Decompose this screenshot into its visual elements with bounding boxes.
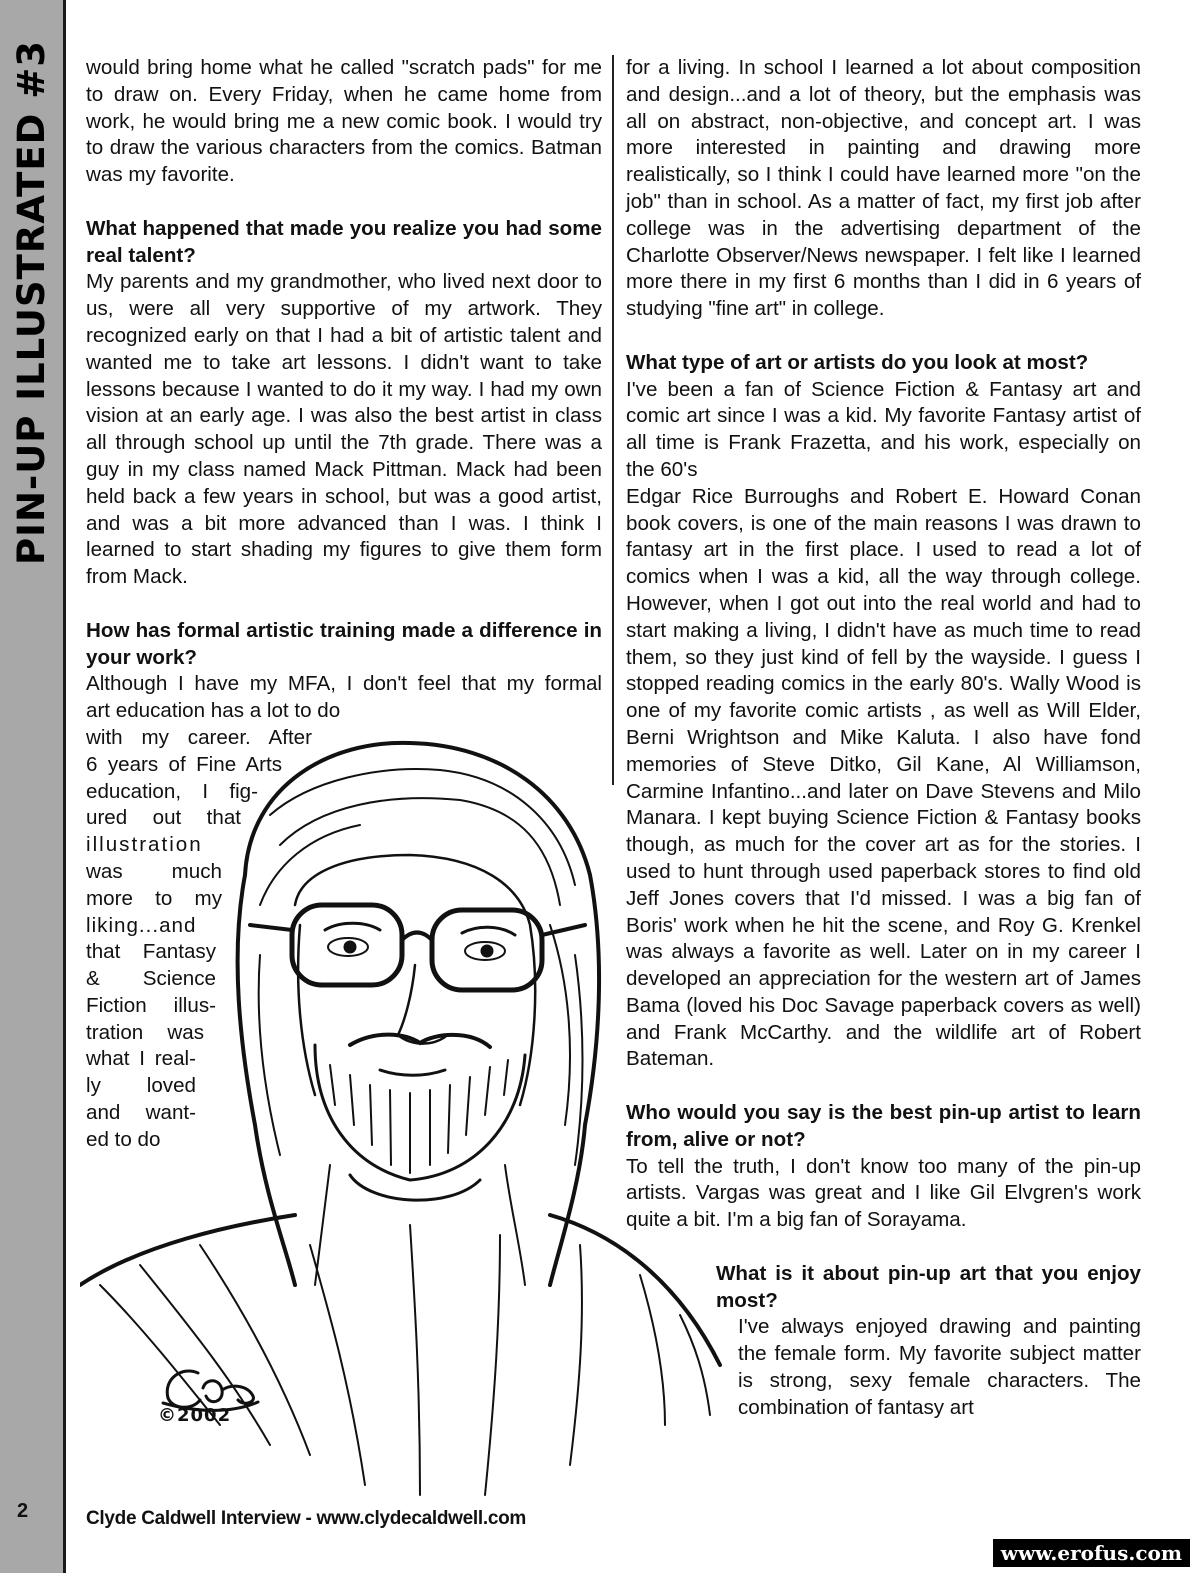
right-intro-paragraph: for a living. In school I learned a lot about composition and design...and a lot of theory, but the emphasis was all on abstract, non-objective, and concept art. I was more interested in painting and drawing more realistically, so I think I could have learned more "on the job" than in school. As a matter of fact, my first job after college was in the advertising department of the Charlotte Observer/News newspaper. I felt like I learned more there in my first 6 months than I did in 6 years of studying "fine art" in college. [626, 56, 1141, 321]
magazine-title: PIN-UP ILLUSTRATED #3 [9, 39, 53, 565]
footer-credit: Clyde Caldwell Interview - www.clydecaldwell.com [86, 1508, 526, 1529]
answer-art-look-at-part2: Edgar Rice Burroughs and Robert E. Howard Conan book covers, is one of the main reasons I was drawn to fantasy art in the first place. I used to read a lot of comics when I was a kid, all the way through college. However, when I got out into the real world and had to start making a living, I didn't have as much time to read them, so they just kind of fell by the wayside. I guess I stopped reading comics in the early 80's. Wally Wood is one of my favorite comic artists , as well as Will Elder, Berni Wrightson and Mike Kaluta. I also have fond memories of Steve Ditko, Gil Kane, Al Williamson, Carmine Infantino...and later on Dave Stevens and Milo Manara. I kept buying Science Fiction & Fantasy books though, as much for the cover art as for the stories. I used to hunt through used paperback stores to find old Jeff Jones covers that I'd missed. I was a big fan of Boris' work when he hit the scene, and Roy G. Krenkel was always a favorite as well. Later on in my career I developed an appreciation for the western art of James Bama (loved his Doc Savage paperback covers as well) and Frank McCarthy. and the wildlife art of Robert Bateman. [626, 484, 1141, 1071]
answer-best-pinup-artist: To tell the truth, I don't know too many of the pin-up artists. Vargas was great and I like Gil Elvgren's work quite a bit. I'm a big fan of Sorayama. [626, 1154, 1141, 1232]
watermark: www.erofus.com [993, 1539, 1190, 1567]
right-column [626, 55, 1141, 1422]
left-intro-paragraph: would bring home what he called "scratch pads" for me to draw on. Every Friday, when he came home from work, he would bring me a new comic book. I would try to draw the various characters from the comics. Batman was my favorite. [86, 56, 602, 187]
signature-logo [158, 1358, 268, 1438]
page-number: 2 [17, 1500, 29, 1522]
answer-enjoy-pinup: I've always enjoyed drawing and painting the female form. My favorite subject matter is strong, sexy female characters. The combination of fantasy art [738, 1315, 1141, 1419]
answer-talent: My parents and my grandmother, who lived next door to us, were all very supportive of my artwork. They recognized early on that I had a bit of artistic talent and wanted me to take art lessons. I didn't want to take lessons because I wanted to do it my way. I had my own vision at an early age. I was also the best artist in class all through school up until the 7th grade. There was a guy in my class named Mack Pittman. Mack had been held back a few years in school, but was a good artist, and was a bit more advanced than I was. I think I learned to start shading my figures to give them form from Mack. [86, 270, 602, 589]
sidebar [0, 0, 66, 1573]
column-divider [612, 55, 614, 785]
signature-year: ©2002 [158, 1405, 232, 1426]
answer-training: Although I have my MFA, I don't feel that my formal art education has a lot to do with my career. After 6 years of Fine Arts education, I fig- ured out that illustration was much more to my liking...and that Fantasy & Science Fiction illus- tration was what I real- ly loved and want- ed to do [86, 672, 602, 1151]
question-best-pinup-artist: Who would you say is the best pin-up artist to learn from, alive or not? [626, 1101, 1141, 1151]
question-training: How has formal artistic training made a difference in your work? [86, 618, 602, 669]
answer-art-look-at-part1: I've been a fan of Science Fiction & Fantasy art and comic art since I was a kid. My favorite Fantasy artist of all time is Frank Frazetta, and his work, especially on the 60's [626, 377, 1141, 481]
question-art-look-at: What type of art or artists do you look at most? [626, 350, 1089, 374]
left-column [86, 55, 602, 1154]
question-enjoy-pinup: What is it about pin-up art that you enjoy most? [716, 1261, 1141, 1312]
question-talent: What happened that made you realize you had some real talent? [86, 216, 602, 267]
